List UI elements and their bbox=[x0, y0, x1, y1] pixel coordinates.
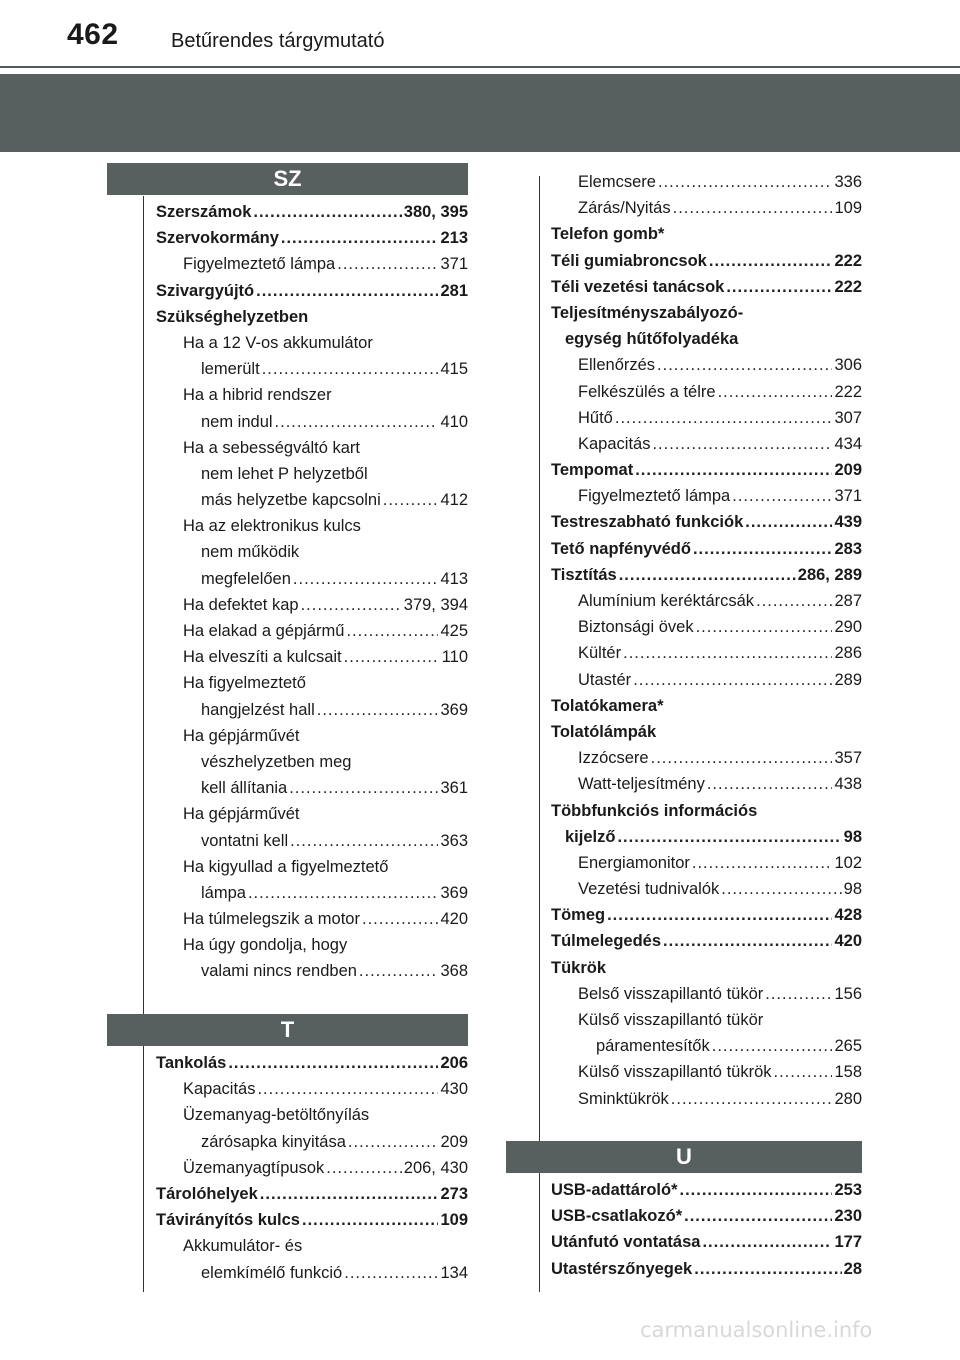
index-entry-page: 286, 289 bbox=[797, 565, 862, 584]
dot-leader bbox=[275, 409, 439, 435]
index-entry bbox=[156, 1129, 468, 1155]
index-entry bbox=[551, 221, 862, 247]
index-entry-page: 290 bbox=[834, 618, 862, 637]
index-entry-text: nem indul bbox=[201, 412, 273, 431]
index-entry-page: 230 bbox=[834, 1207, 862, 1226]
index-entry-page: 357 bbox=[834, 749, 862, 768]
index-entry-text: Tolatólámpák bbox=[551, 722, 657, 741]
index-entry-page: 110 bbox=[441, 648, 468, 667]
index-entry-text: Téli gumiabroncsok bbox=[551, 251, 707, 270]
index-entry bbox=[156, 199, 468, 225]
index-entry bbox=[156, 409, 468, 435]
index-entry-page: 430 bbox=[440, 1080, 468, 1099]
dot-leader bbox=[712, 1033, 833, 1059]
index-entry-text: Figyelmeztető lámpa bbox=[183, 255, 336, 274]
index-entry-page: 410 bbox=[440, 412, 468, 431]
index-entry-text: Kapacitás bbox=[578, 434, 651, 453]
index-entry-text: Ha a hibrid rendszer bbox=[183, 386, 332, 405]
index-entry-page: 336 bbox=[834, 173, 862, 191]
index-entry-text: Ellenőrzés bbox=[578, 356, 656, 375]
index-entry-text: vontatni kell bbox=[201, 831, 289, 850]
index-entry bbox=[551, 850, 862, 876]
index-entry bbox=[551, 876, 862, 902]
index-entry-text: zárósapka kinyitása bbox=[201, 1132, 346, 1151]
index-entry-page: 371 bbox=[440, 255, 468, 274]
dot-leader bbox=[658, 169, 833, 195]
index-entry bbox=[156, 251, 468, 277]
index-entry-text: Ha elveszíti a kulcsait bbox=[183, 648, 342, 667]
dot-leader bbox=[260, 1181, 439, 1207]
dot-leader bbox=[362, 906, 438, 932]
dot-leader bbox=[256, 278, 438, 304]
dot-leader bbox=[680, 1177, 833, 1203]
index-column-u bbox=[551, 1177, 862, 1282]
index-entry-text: Utánfutó vontatása bbox=[551, 1233, 701, 1252]
index-entry bbox=[156, 801, 468, 827]
index-entry-text: Sminktükrök bbox=[578, 1089, 669, 1108]
dot-leader bbox=[657, 352, 832, 378]
index-entry bbox=[156, 487, 468, 513]
index-entry-text: Ha úgy gondolja, hogy bbox=[183, 936, 348, 955]
index-entry-page: 222 bbox=[834, 251, 862, 270]
dot-leader bbox=[293, 566, 439, 592]
index-entry bbox=[156, 1233, 468, 1259]
index-entry bbox=[156, 356, 468, 382]
dot-leader bbox=[694, 1256, 841, 1282]
index-entry bbox=[551, 300, 862, 326]
dot-leader bbox=[615, 405, 833, 431]
dot-leader bbox=[745, 509, 832, 535]
index-entry-text: vészhelyzetben meg bbox=[201, 752, 352, 771]
index-entry-page: 369 bbox=[440, 700, 468, 719]
index-entry-text: Szükséghelyzetben bbox=[156, 307, 309, 326]
index-entry-page: 206, 430 bbox=[403, 1158, 468, 1177]
index-entry bbox=[156, 304, 468, 330]
index-entry-text: egység hűtőfolyadéka bbox=[565, 330, 739, 349]
index-entry bbox=[156, 435, 468, 461]
dot-leader bbox=[696, 614, 833, 640]
dot-leader bbox=[383, 487, 439, 513]
index-entry bbox=[551, 195, 862, 221]
index-entry-page: 289 bbox=[834, 670, 862, 689]
index-entry-page: 177 bbox=[834, 1233, 862, 1252]
page-header bbox=[0, 0, 960, 70]
index-entry-text: Belső visszapillantó tükör bbox=[578, 984, 764, 1003]
index-entry-text: Telefon gomb* bbox=[551, 225, 665, 244]
index-entry bbox=[551, 352, 862, 378]
index-entry-text: Tempomat bbox=[551, 461, 634, 480]
index-entry bbox=[551, 1177, 862, 1203]
index-entry bbox=[156, 723, 468, 749]
index-entry bbox=[551, 1086, 862, 1112]
index-entry-page: 156 bbox=[834, 984, 862, 1003]
index-entry bbox=[551, 588, 862, 614]
dot-leader bbox=[651, 745, 833, 771]
dot-leader bbox=[344, 1260, 438, 1286]
index-entry-text: Tisztítás bbox=[551, 565, 617, 584]
index-entry-text: Ha defektet kap bbox=[183, 595, 299, 614]
letter-bar-sz: SZ bbox=[107, 163, 468, 195]
index-entry-text: más helyzetbe kapcsolni bbox=[201, 491, 381, 510]
dot-leader bbox=[663, 928, 832, 954]
dot-leader bbox=[732, 483, 832, 509]
dot-leader bbox=[301, 592, 402, 618]
index-entry-text: Külső visszapillantó tükrök bbox=[578, 1063, 772, 1082]
index-entry-page: 209 bbox=[834, 461, 862, 480]
index-entry bbox=[156, 330, 468, 356]
index-entry bbox=[551, 274, 862, 300]
index-entry-text: Üzemanyag-betöltőnyílás bbox=[183, 1106, 370, 1125]
index-entry bbox=[156, 1260, 468, 1286]
index-entry bbox=[551, 509, 862, 535]
index-entry bbox=[551, 1033, 862, 1059]
dot-leader bbox=[693, 536, 833, 562]
index-entry-page: 420 bbox=[440, 910, 468, 929]
index-entry-text: kell állítania bbox=[201, 779, 288, 798]
dot-leader bbox=[317, 697, 439, 723]
dot-leader bbox=[257, 1076, 438, 1102]
watermark: carmanualsonline.info bbox=[640, 1318, 873, 1342]
index-entry-text: Kapacitás bbox=[183, 1080, 256, 1099]
index-entry bbox=[551, 798, 862, 824]
index-entry-page: 283 bbox=[834, 539, 862, 558]
index-entry-page: 412 bbox=[440, 491, 468, 510]
index-entry bbox=[156, 828, 468, 854]
index-entry-page: 287 bbox=[834, 592, 862, 610]
index-entry-page: 415 bbox=[440, 360, 468, 379]
index-entry-text: Energiamonitor bbox=[578, 853, 690, 872]
index-entry bbox=[551, 405, 862, 431]
index-entry-text: Akkumulátor- és bbox=[183, 1237, 303, 1256]
index-entry bbox=[551, 693, 862, 719]
index-entry bbox=[551, 483, 862, 509]
dot-leader bbox=[617, 824, 841, 850]
dot-leader bbox=[756, 588, 832, 614]
index-entry-text: Szervokormány bbox=[156, 229, 279, 248]
dot-leader bbox=[623, 640, 832, 666]
index-entry bbox=[551, 928, 862, 954]
index-entry-text: megfelelően bbox=[201, 569, 291, 588]
header-rule bbox=[0, 66, 960, 68]
index-entry-text: Tárolóhelyek bbox=[156, 1184, 258, 1203]
dot-leader bbox=[774, 1059, 833, 1085]
index-entry-text: Ha az elektronikus kulcs bbox=[183, 517, 361, 536]
index-entry-text: Ha elakad a gépjármű bbox=[183, 622, 345, 640]
dot-leader bbox=[718, 379, 833, 405]
index-entry bbox=[156, 958, 468, 984]
index-entry-text: Izzócsere bbox=[578, 749, 649, 768]
dot-leader bbox=[726, 274, 832, 300]
index-entry-text: Alumínium keréktárcsák bbox=[578, 592, 755, 610]
dot-leader bbox=[326, 1155, 402, 1181]
index-entry bbox=[156, 539, 468, 565]
index-entry bbox=[156, 932, 468, 958]
index-entry bbox=[551, 169, 862, 195]
right-column-rule bbox=[539, 176, 540, 1292]
index-entry-text: Kültér bbox=[578, 644, 622, 663]
index-entry bbox=[156, 566, 468, 592]
index-entry-text: lemerült bbox=[201, 360, 260, 379]
dot-leader bbox=[635, 457, 832, 483]
index-entry-text: Távirányítós kulcs bbox=[156, 1211, 300, 1230]
index-entry bbox=[551, 431, 862, 457]
index-entry bbox=[551, 1229, 862, 1255]
index-entry bbox=[156, 1076, 468, 1102]
index-entry-text: Többfunkciós információs bbox=[551, 801, 758, 820]
index-entry-page: 363 bbox=[440, 831, 468, 850]
dot-leader bbox=[290, 828, 438, 854]
index-entry-text: Tető napfényvédő bbox=[551, 539, 691, 558]
index-entry-text: Ha túlmelegszik a motor bbox=[183, 910, 360, 929]
index-entry bbox=[156, 592, 468, 618]
index-entry-page: 109 bbox=[440, 1211, 468, 1230]
index-entry-text: Utastér bbox=[578, 670, 632, 689]
dot-leader bbox=[619, 562, 796, 588]
index-entry-text: lámpa bbox=[201, 883, 246, 902]
index-entry-page: 438 bbox=[834, 775, 862, 794]
dot-leader bbox=[671, 1086, 833, 1112]
left-column-rule bbox=[143, 196, 144, 1292]
index-entry-page: 158 bbox=[834, 1063, 862, 1082]
index-entry-page: 361 bbox=[440, 779, 468, 798]
index-column-t bbox=[156, 1050, 468, 1286]
index-entry-text: Üzemanyagtípusok bbox=[183, 1158, 325, 1177]
index-entry-text: Ha a sebességváltó kart bbox=[183, 438, 361, 457]
index-column-t-continued bbox=[551, 169, 862, 1112]
index-entry bbox=[156, 1207, 468, 1233]
index-entry-page: 281 bbox=[440, 281, 468, 300]
index-entry bbox=[156, 225, 468, 251]
dot-leader bbox=[337, 251, 438, 277]
index-entry-page: 265 bbox=[834, 1037, 862, 1056]
index-entry-text: USB-adattároló* bbox=[551, 1181, 678, 1199]
index-entry-text: nem lehet P helyzetből bbox=[201, 464, 368, 483]
index-entry-text: Külső visszapillantó tükör bbox=[578, 1011, 764, 1029]
dot-leader bbox=[281, 225, 439, 251]
index-entry-page: 368 bbox=[440, 962, 468, 981]
index-entry bbox=[551, 562, 862, 588]
index-entry bbox=[551, 745, 862, 771]
dot-leader bbox=[709, 248, 833, 274]
index-entry bbox=[156, 906, 468, 932]
index-entry-text: Ha a 12 V-os akkumulátor bbox=[183, 333, 373, 352]
index-entry-text: nem működik bbox=[201, 543, 300, 562]
index-entry-text: Hűtő bbox=[578, 408, 613, 427]
dot-leader bbox=[228, 1050, 438, 1076]
dot-leader bbox=[344, 644, 440, 670]
dot-leader bbox=[248, 880, 439, 906]
index-entry bbox=[156, 880, 468, 906]
index-entry bbox=[156, 1181, 468, 1207]
index-entry-page: 369 bbox=[440, 883, 468, 902]
index-entry-page: 209 bbox=[440, 1132, 468, 1151]
index-entry-page: 306 bbox=[834, 356, 862, 375]
index-entry-text: Tolatókamera* bbox=[551, 696, 664, 715]
index-entry-text: kijelző bbox=[565, 827, 616, 846]
index-entry bbox=[156, 278, 468, 304]
index-entry bbox=[156, 670, 468, 696]
index-entry-page: 434 bbox=[834, 434, 862, 453]
dot-leader bbox=[302, 1207, 438, 1233]
dot-leader bbox=[359, 958, 439, 984]
index-entry-page: 222 bbox=[834, 382, 862, 401]
index-entry bbox=[156, 618, 468, 644]
dot-leader bbox=[607, 902, 832, 928]
index-entry-text: Ha gépjárművét bbox=[183, 726, 300, 745]
running-title: Betűrendes tárgymutató bbox=[171, 30, 385, 52]
index-entry-text: USB-csatlakozó* bbox=[551, 1207, 683, 1226]
index-entry-text: Szivargyújtó bbox=[156, 281, 255, 300]
index-entry-text: Túlmelegedés bbox=[551, 932, 662, 951]
index-entry bbox=[551, 457, 862, 483]
index-entry-page: 273 bbox=[440, 1184, 468, 1203]
index-entry-text: Ha gépjárművét bbox=[183, 805, 300, 824]
dot-leader bbox=[684, 1203, 832, 1229]
index-entry bbox=[551, 326, 862, 352]
index-entry-page: 439 bbox=[834, 513, 862, 532]
dot-leader bbox=[721, 876, 841, 902]
index-entry bbox=[551, 1059, 862, 1085]
index-entry-text: Zárás/Nyitás bbox=[578, 199, 671, 218]
index-entry-page: 307 bbox=[834, 408, 862, 427]
index-entry bbox=[551, 902, 862, 928]
index-entry bbox=[551, 640, 862, 666]
index-entry-page: 413 bbox=[440, 569, 468, 588]
index-entry bbox=[551, 824, 862, 850]
index-entry-page: 28 bbox=[843, 1259, 862, 1278]
index-entry bbox=[156, 775, 468, 801]
index-entry bbox=[551, 536, 862, 562]
index-entry-text: Felkészülés a télre bbox=[578, 382, 716, 401]
index-entry-page: 420 bbox=[834, 932, 862, 951]
index-entry bbox=[551, 955, 862, 981]
dot-leader bbox=[262, 356, 439, 382]
index-entry-page: 425 bbox=[440, 622, 468, 640]
index-entry-page: 280 bbox=[834, 1089, 862, 1108]
index-entry-text: valami nincs rendben bbox=[201, 962, 357, 981]
index-entry bbox=[551, 614, 862, 640]
index-entry-text: Elemcsere bbox=[578, 173, 656, 191]
dot-leader bbox=[346, 618, 438, 644]
index-entry bbox=[156, 382, 468, 408]
index-entry bbox=[156, 1102, 468, 1128]
letter-bar-t: T bbox=[107, 1014, 468, 1046]
index-entry bbox=[156, 1050, 468, 1076]
letter-bar-u: U bbox=[506, 1141, 862, 1173]
index-entry-text: Biztonsági övek bbox=[578, 618, 694, 637]
dot-leader bbox=[633, 667, 832, 693]
index-entry-page: 98 bbox=[843, 827, 862, 846]
dot-leader bbox=[673, 195, 833, 221]
index-entry-text: Utastérszőnyegek bbox=[551, 1259, 693, 1278]
index-entry-page: 102 bbox=[834, 853, 862, 872]
index-entry bbox=[551, 1007, 862, 1033]
index-entry-page: 109 bbox=[834, 199, 862, 218]
dot-leader bbox=[652, 431, 832, 457]
index-entry-text: Figyelmeztető lámpa bbox=[578, 487, 731, 506]
index-entry-text: Szerszámok bbox=[156, 203, 252, 221]
index-entry bbox=[551, 1256, 862, 1282]
section-banner bbox=[0, 74, 960, 152]
index-entry bbox=[156, 461, 468, 487]
index-entry bbox=[156, 697, 468, 723]
index-entry bbox=[156, 513, 468, 539]
index-entry-text: Ha kigyullad a figyelmeztető bbox=[183, 857, 389, 876]
index-entry-page: 380, 395 bbox=[403, 203, 468, 221]
index-entry-page: 222 bbox=[834, 277, 862, 296]
index-entry bbox=[551, 981, 862, 1007]
index-column-sz bbox=[156, 199, 468, 985]
index-entry bbox=[551, 1203, 862, 1229]
dot-leader bbox=[765, 981, 832, 1007]
index-entry bbox=[551, 719, 862, 745]
index-entry-text: Vezetési tudnivalók bbox=[578, 880, 720, 899]
index-entry bbox=[156, 749, 468, 775]
index-entry-page: 286 bbox=[834, 644, 862, 663]
dot-leader bbox=[253, 199, 401, 225]
index-entry-text: hangjelzést hall bbox=[201, 700, 315, 719]
index-entry-text: Watt-teljesítmény bbox=[578, 775, 705, 794]
index-entry-page: 253 bbox=[834, 1181, 862, 1199]
index-entry-page: 98 bbox=[843, 880, 862, 899]
index-entry-text: Tükrök bbox=[551, 958, 607, 977]
index-entry-text: Tankolás bbox=[156, 1054, 227, 1072]
dot-leader bbox=[707, 771, 833, 797]
index-entry-page: 428 bbox=[834, 906, 862, 925]
index-entry bbox=[156, 644, 468, 670]
index-entry-text: páramentesítők bbox=[596, 1037, 710, 1056]
index-entry-page: 379, 394 bbox=[403, 595, 468, 614]
index-entry-text: Tömeg bbox=[551, 906, 606, 925]
index-entry-text: Testreszabható funkciók bbox=[551, 513, 744, 532]
dot-leader bbox=[692, 850, 833, 876]
index-entry bbox=[551, 379, 862, 405]
index-entry bbox=[551, 667, 862, 693]
index-entry-page: 206 bbox=[440, 1054, 468, 1072]
index-entry bbox=[551, 771, 862, 797]
index-entry-text: Téli vezetési tanácsok bbox=[551, 277, 725, 296]
index-entry-text: Teljesítményszabályozó- bbox=[551, 303, 744, 322]
page-number: 462 bbox=[67, 18, 119, 51]
index-entry-page: 213 bbox=[440, 229, 468, 248]
index-entry bbox=[156, 854, 468, 880]
index-entry-text: Ha figyelmeztető bbox=[183, 674, 306, 693]
index-entry bbox=[551, 248, 862, 274]
index-entry-text: elemkímélő funkció bbox=[201, 1263, 343, 1282]
index-entry-page: 371 bbox=[834, 487, 862, 506]
dot-leader bbox=[702, 1229, 832, 1255]
dot-leader bbox=[289, 775, 438, 801]
dot-leader bbox=[348, 1129, 439, 1155]
index-entry-page: 134 bbox=[440, 1263, 468, 1282]
index-entry bbox=[156, 1155, 468, 1181]
